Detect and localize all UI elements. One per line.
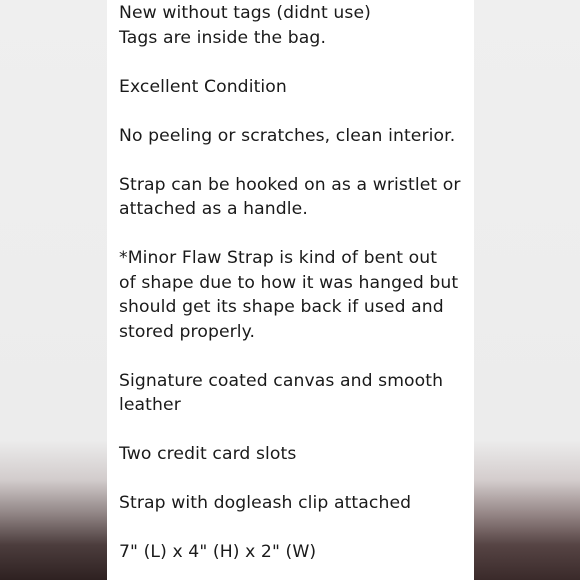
description-line: stored properly. [119, 321, 256, 342]
description-panel [107, 0, 474, 580]
background-left [0, 0, 107, 580]
blank-line [119, 50, 464, 75]
description-line: Signature coated canvas and smooth [119, 370, 444, 391]
description-line: No peeling or scratches, clean interior. [119, 125, 456, 146]
blank-line [119, 418, 464, 443]
blank-line [119, 344, 464, 369]
description-line: attached as a handle. [119, 199, 308, 219]
description-line: Tags are inside the bag. [119, 27, 327, 48]
description-line: Two credit card slots [119, 444, 297, 464]
blank-line [119, 99, 464, 124]
blank-line [119, 148, 464, 173]
description-line: New without tags (didnt use) [119, 3, 371, 23]
description-line: Excellent Condition [119, 76, 287, 97]
description-line: *Minor Flaw Strap is kind of bent out [119, 248, 438, 268]
description-line: 7" (L) x 4" (H) x 2" (W) [119, 542, 317, 562]
description-line: of shape due to how it was hanged but [119, 272, 459, 293]
description-line: Strap with dogleash clip attached [119, 493, 412, 513]
description-text [119, 1, 464, 565]
description-line: leather [119, 395, 181, 415]
blank-line [119, 467, 464, 492]
description-line: should get its shape back if used and [119, 297, 444, 317]
blank-line [119, 516, 464, 541]
description-line: Strap can be hooked on as a wristlet or [119, 174, 461, 195]
blank-line [119, 222, 464, 247]
background-right [474, 0, 580, 580]
